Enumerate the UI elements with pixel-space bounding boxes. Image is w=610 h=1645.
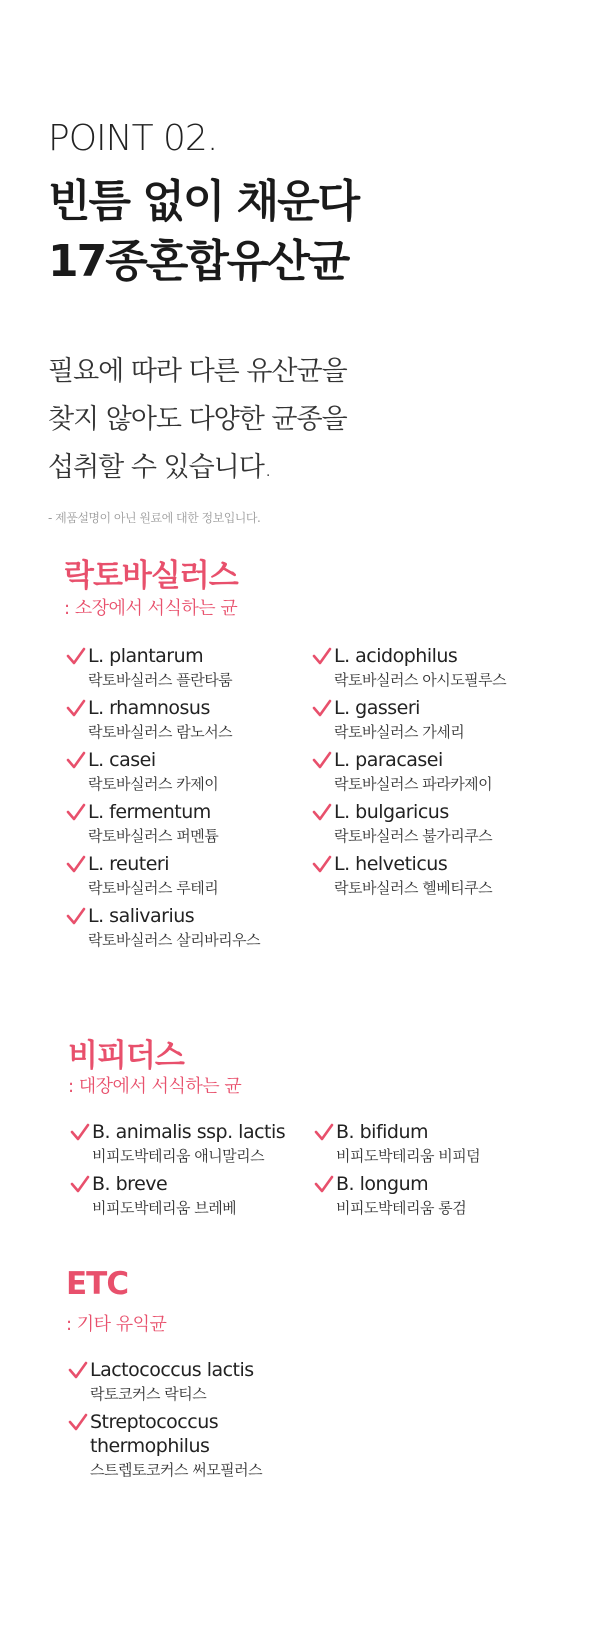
bifido-section-title: 비피더스	[68, 1038, 184, 1074]
species-korean-name: 락토바실러스 살리바리우스	[88, 931, 261, 949]
species-latin-name: L. gasseri	[334, 697, 420, 719]
species-korean-name: 락토바실러스 플란타룸	[88, 671, 233, 689]
checkmark-icon	[312, 646, 332, 666]
checkmark-icon	[314, 1122, 334, 1142]
species-korean-name: 락토바실러스 퍼멘튬	[88, 827, 219, 845]
species-latin-name: B. bifidum	[336, 1121, 429, 1143]
etc-section-title: ETC	[66, 1266, 129, 1302]
headline-line-2: 17종혼합유산균	[48, 236, 349, 287]
species-latin-name: L. fermentum	[88, 801, 211, 823]
point-label: POINT 02.	[48, 118, 218, 159]
species-korean-name: 스트렙토코커스 써모필러스	[90, 1461, 263, 1479]
description	[48, 348, 347, 492]
species-latin-name: B. longum	[336, 1173, 429, 1195]
checkmark-icon	[70, 1122, 90, 1142]
species-latin-name: L. rhamnosus	[88, 697, 210, 719]
species-korean-name: 비피도박테리움 롱검	[336, 1199, 467, 1217]
species-korean-name: 락토바실러스 람노서스	[88, 723, 233, 741]
species-latin-name: L. casei	[88, 749, 156, 771]
species-korean-name: 락토바실러스 루테리	[88, 879, 219, 897]
lacto-section-title: 락토바실러스	[64, 558, 238, 594]
species-latin-name: L. salivarius	[88, 905, 195, 927]
checkmark-icon	[66, 698, 86, 718]
checkmark-icon	[66, 646, 86, 666]
checkmark-icon	[66, 802, 86, 822]
disclaimer-note: - 제품설명이 아닌 원료에 대한 정보입니다.	[48, 511, 261, 525]
species-latin-name: B. animalis ssp. lactis	[92, 1121, 286, 1143]
checkmark-icon	[312, 854, 332, 874]
species-latin-name: L. reuteri	[88, 853, 170, 875]
checkmark-icon	[66, 854, 86, 874]
checkmark-icon	[312, 750, 332, 770]
checkmark-icon	[68, 1412, 88, 1432]
headline	[48, 172, 358, 292]
etc-section-subtitle: : 기타 유익균	[66, 1314, 167, 1335]
description-line-1: 필요에 따라 다른 유산균을	[48, 356, 347, 387]
checkmark-icon	[68, 1360, 88, 1380]
species-korean-name: 비피도박테리움 애니말리스	[92, 1147, 265, 1165]
description-line-2: 찾지 않아도 다양한 균종을	[48, 404, 347, 435]
checkmark-icon	[314, 1174, 334, 1194]
species-korean-name: 비피도박테리움 비피덤	[336, 1147, 481, 1165]
checkmark-icon	[66, 906, 86, 926]
species-latin-name: Streptococcus	[90, 1411, 219, 1433]
species-latin-name-line-2: thermophilus	[90, 1435, 210, 1457]
headline-line-1: 빈틈 없이 채운다	[48, 176, 359, 227]
species-korean-name: 락토바실러스 카제이	[88, 775, 219, 793]
species-korean-name: 락토바실러스 헬베티쿠스	[334, 879, 493, 897]
bifido-section-subtitle: : 대장에서 서식하는 균	[68, 1076, 242, 1097]
checkmark-icon	[312, 802, 332, 822]
description-line-3: 섭취할 수 있습니다.	[48, 452, 272, 483]
lacto-section-subtitle: : 소장에서 서식하는 균	[64, 598, 238, 619]
species-latin-name: L. helveticus	[334, 853, 448, 875]
species-latin-name: L. plantarum	[88, 645, 204, 667]
species-korean-name: 비피도박테리움 브레베	[92, 1199, 237, 1217]
checkmark-icon	[70, 1174, 90, 1194]
species-latin-name: B. breve	[92, 1173, 168, 1195]
species-korean-name: 락토바실러스 가세리	[334, 723, 465, 741]
species-korean-name: 락토바실러스 아시도필루스	[334, 671, 507, 689]
species-korean-name: 락토바실러스 파라카제이	[334, 775, 493, 793]
species-latin-name: Lactococcus lactis	[90, 1359, 254, 1381]
checkmark-icon	[66, 750, 86, 770]
species-latin-name: L. bulgaricus	[334, 801, 449, 823]
species-latin-name: L. acidophilus	[334, 645, 458, 667]
species-korean-name: 락토바실러스 불가리쿠스	[334, 827, 493, 845]
species-latin-name: L. paracasei	[334, 749, 443, 771]
checkmark-icon	[312, 698, 332, 718]
species-korean-name: 락토코커스 락티스	[90, 1385, 207, 1403]
